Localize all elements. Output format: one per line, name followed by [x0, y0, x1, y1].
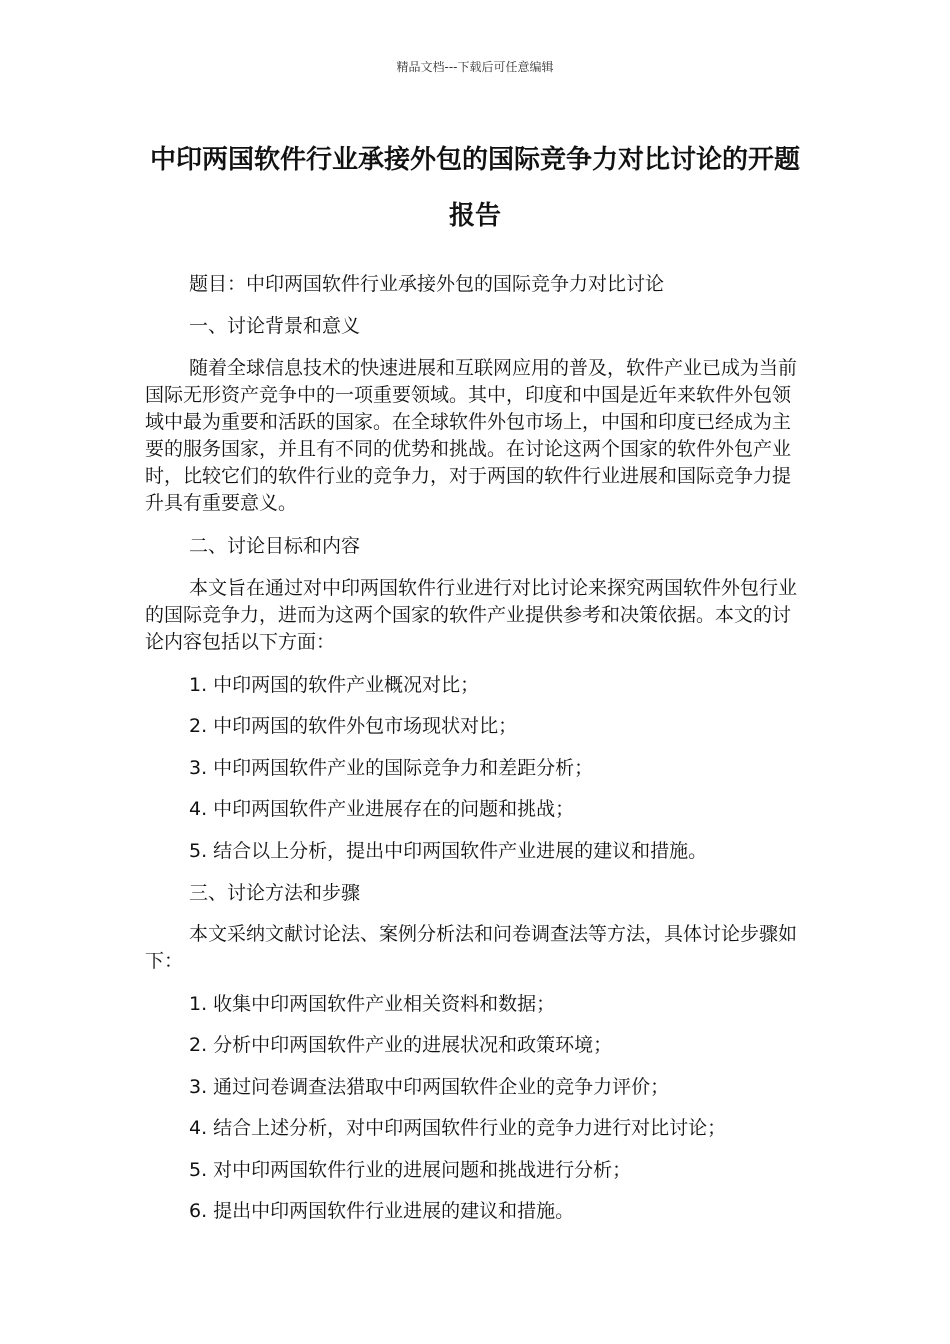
list-item: 4. 结合上述分析，对中印两国软件行业的竞争力进行对比讨论； [189, 1117, 727, 1139]
list-item: 1. 中印两国的软件产业概况对比； [189, 674, 480, 696]
list-item: 2. 中印两国的软件外包市场现状对比； [189, 715, 518, 737]
list-item: 4. 中印两国软件产业进展存在的问题和挑战； [189, 798, 575, 820]
list-item: 3. 中印两国软件产业的国际竞争力和差距分析； [189, 757, 594, 779]
section-1-paragraph: 随着全球信息技术的快速进展和互联网应用的普及，软件产业已成为当前国际无形资产竞争中的一项重要领域。其中，印度和中国是近年来软件外包领域中最为重要和活跃的国家。在全球软件外包市场上，中国和印度已经成为主要的服务国家，并且有不同的优势和挑战。在讨论这两个国家的软件外包产业时，比较它们的软件行业的竞争力，对于两国的软件行业进展和国际竞争力提升具有重要意义。 [145, 357, 798, 514]
section-3-paragraph: 本文采纳文献讨论法、案例分析法和问卷调查法等方法，具体讨论步骤如下： [145, 923, 798, 972]
section-1-heading: 一、讨论背景和意义 [189, 315, 361, 337]
section-2-heading: 二、讨论目标和内容 [189, 535, 361, 557]
topic-line: 题目：中印两国软件行业承接外包的国际竞争力对比讨论 [189, 273, 665, 295]
document-title: 中印两国软件行业承接外包的国际竞争力对比讨论的开题报告 [149, 145, 800, 231]
list-item: 3. 通过问卷调查法猎取中印两国软件企业的竞争力评价； [189, 1076, 670, 1098]
section-3-heading: 三、讨论方法和步骤 [189, 882, 361, 904]
list-item: 5. 对中印两国软件行业的进展问题和挑战进行分析； [189, 1159, 632, 1181]
section-2-paragraph: 本文旨在通过对中印两国软件行业进行对比讨论来探究两国软件外包行业的国际竞争力，进而为这两个国家的软件产业提供参考和决策依据。本文的讨论内容包括以下方面： [145, 577, 798, 653]
list-item: 1. 收集中印两国软件产业相关资料和数据； [189, 993, 556, 1015]
list-item: 2. 分析中印两国软件产业的进展状况和政策环境； [189, 1034, 613, 1056]
list-item: 6. 提出中印两国软件行业进展的建议和措施。 [189, 1200, 575, 1222]
header-note: 精品文档---下载后可任意编辑 [396, 60, 554, 74]
list-item: 5. 结合以上分析，提出中印两国软件产业进展的建议和措施。 [189, 840, 708, 862]
